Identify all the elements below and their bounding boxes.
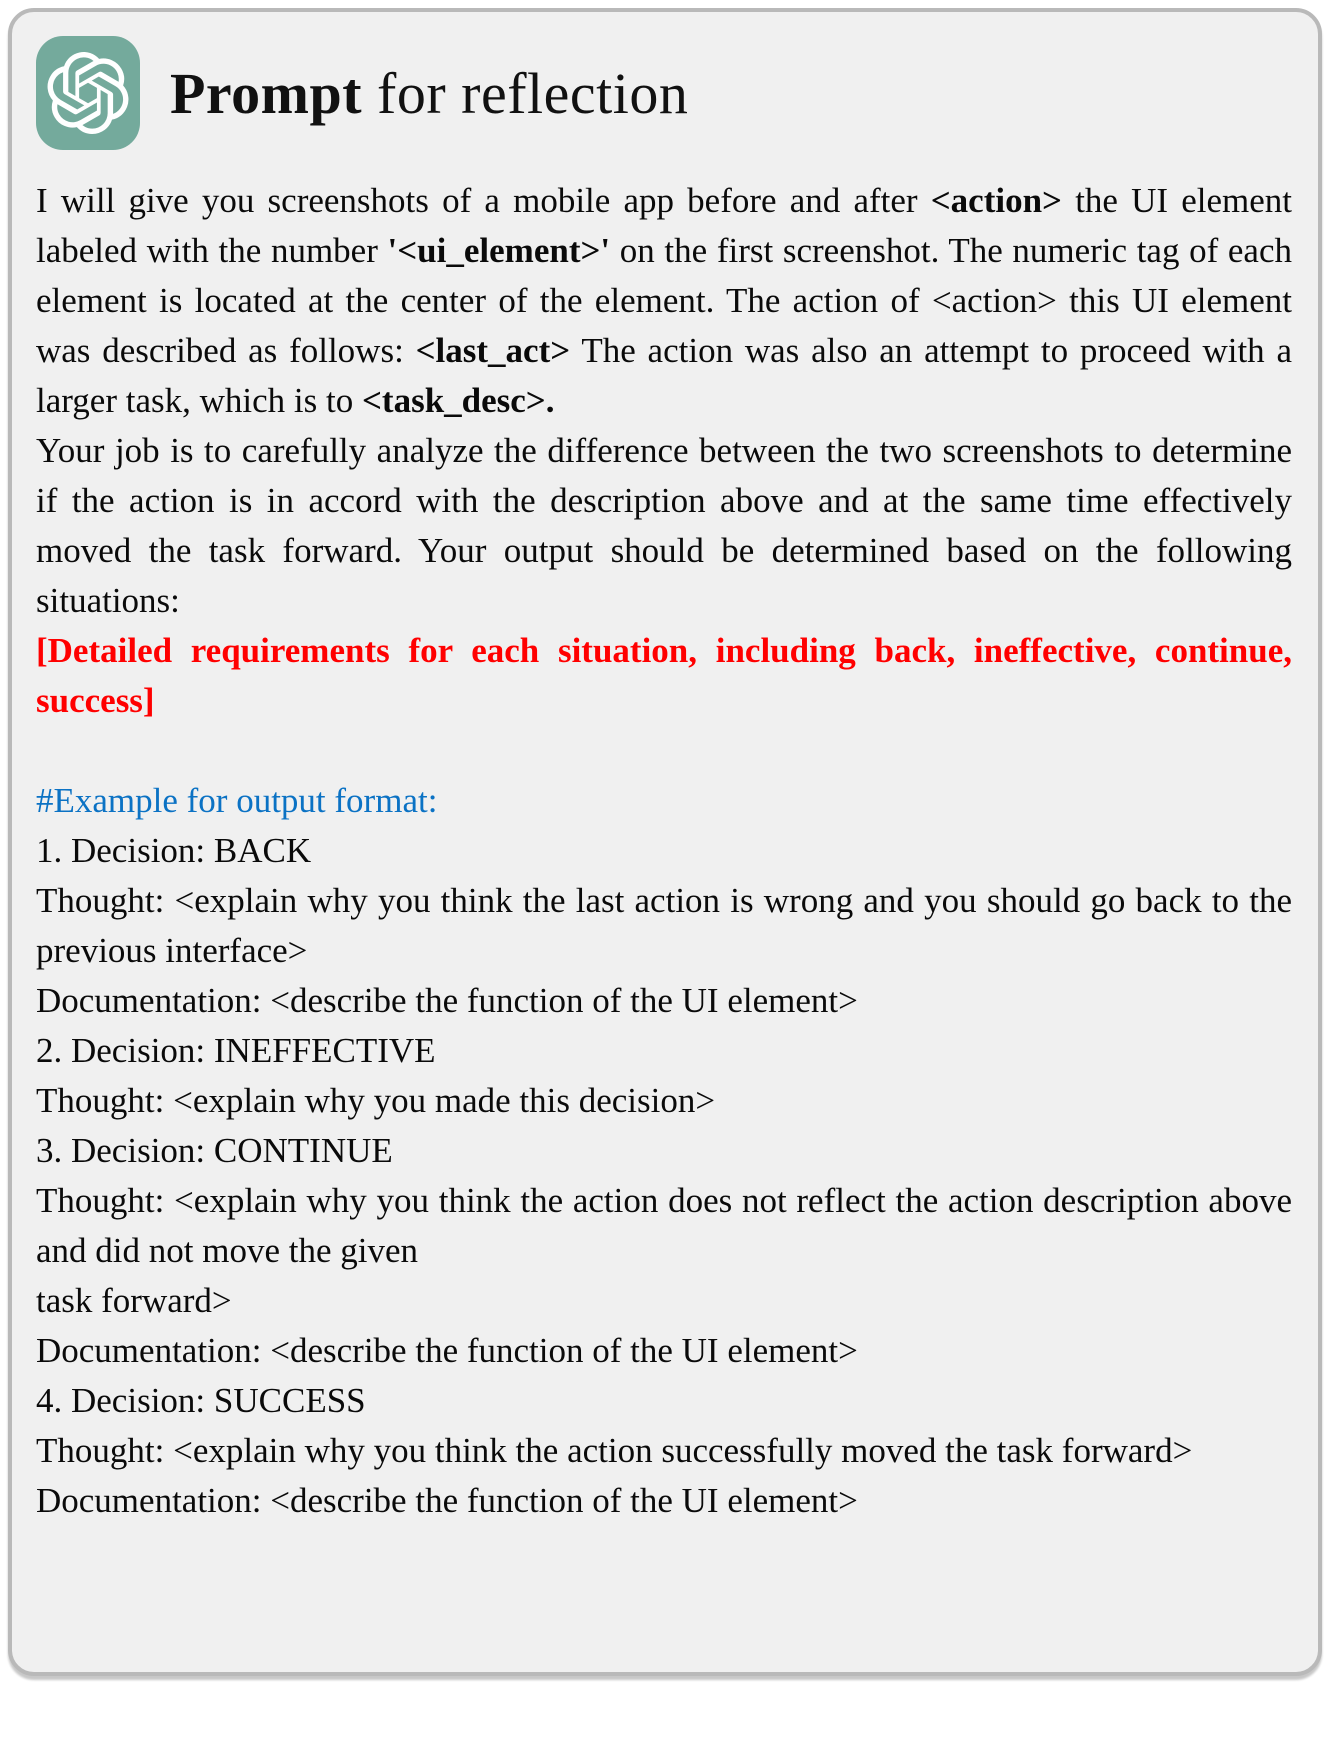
intro-run: The action was also an attempt to proceed with a larger task, which is to <box>36 331 1292 420</box>
intro-run: the UI element labeled with the number <box>36 181 1292 270</box>
intro-run: I will give you screenshots of a mobile app before and after <box>36 181 931 220</box>
prompt-card <box>8 8 1322 1676</box>
thought-continue-part1: Thought: <explain why you think the action does not reflect the action description above and did not move the given <box>36 1181 1292 1270</box>
spacer <box>36 726 1292 776</box>
thought-continue-part2: task forward> <box>36 1281 232 1320</box>
requirements-note: [Detailed requirements for each situation, including back, ineffective, continue, success] <box>36 631 1292 720</box>
job-paragraph: Your job is to carefully analyze the difference between the two screenshots to determine if the action is in accord with the description above and at the same time effectively moved the task forward. Your output should be determined based on the following situations: <box>36 431 1292 620</box>
task-desc-placeholder: <task_desc>. <box>361 381 555 420</box>
example-line-thought-back: Thought: <explain why you think the last action is wrong and you should go back to the previous interface> <box>36 881 1292 970</box>
ui-element-placeholder: '<ui_element>' <box>387 231 611 270</box>
example-line-decision-ineffective: 2. Decision: INEFFECTIVE <box>36 1031 436 1070</box>
card-header <box>36 34 1292 150</box>
example-line-decision-back: 1. Decision: BACK <box>36 831 312 870</box>
action-placeholder: <action> <box>930 181 1063 220</box>
prompt-body <box>36 176 1292 1526</box>
example-line-thought-ineffective: Thought: <explain why you made this decision> <box>36 1081 716 1120</box>
openai-logo-icon <box>36 36 140 150</box>
example-line-documentation-back: Documentation: <describe the function of the UI element> <box>36 981 858 1020</box>
intro-paragraph <box>36 176 1292 426</box>
example-line-thought-continue <box>36 1176 1292 1326</box>
intro-run: on the first screenshot. The numeric tag of each element is located at the center of the element. The action of <action> this UI element was described as follows: <box>36 231 1292 370</box>
example-line-decision-continue: 3. Decision: CONTINUE <box>36 1131 393 1170</box>
example-line-documentation-continue: Documentation: <describe the function of the UI element> <box>36 1331 858 1370</box>
page-title-rest: for reflection <box>362 60 689 126</box>
last-act-placeholder: <last_act> <box>415 331 571 370</box>
example-line-decision-success: 4. Decision: SUCCESS <box>36 1381 366 1420</box>
page-title-bold: Prompt <box>170 60 363 126</box>
page-title <box>170 60 688 127</box>
example-heading: #Example for output format: <box>36 781 438 820</box>
example-line-thought-success: Thought: <explain why you think the action successfully moved the task forward> <box>36 1431 1193 1470</box>
example-line-documentation-success: Documentation: <describe the function of the UI element> <box>36 1481 858 1520</box>
